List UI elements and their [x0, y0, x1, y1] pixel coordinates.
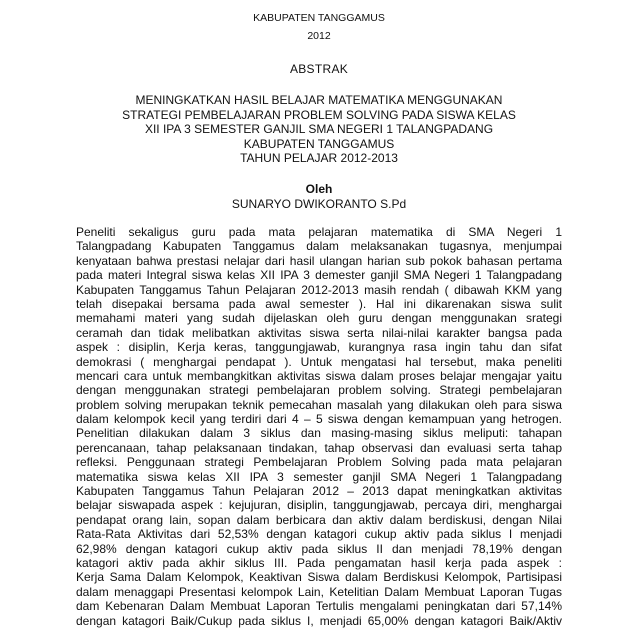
body-line: refleksi. Penggunaan strategi Pembelajaran Problem Solving pada mata pelajaran: [76, 455, 562, 470]
body-line: problem solving merupakan teknik pemecahan masalah yang dilakukan oleh para siswa: [76, 397, 562, 412]
body-line: perencanaan, tahap pelaksanaan tindakan, tahap observasi dan evaluasi serta tahap: [76, 440, 562, 455]
header-region: KABUPATEN TANGGAMUS: [253, 12, 385, 24]
thesis-title: [0, 93, 638, 166]
body-line: belajar siswapada aspek : kejujuran, disiplin, tanggungjawab, percaya diri, menghargai: [76, 498, 562, 513]
body-line: dalam menaggapi Presentasi kelompok Lain, Ketelitian Dalam Membuat Laporan Tugas: [76, 584, 562, 599]
title-line: TAHUN PELAJAR 2012-2013: [240, 151, 398, 165]
body-line: kenyataan bahwa prestasi nelajar dari hasil ulangan harian sub pokok bahasan pertama: [76, 253, 562, 268]
body-line: mencari cara untuk membangkitkan aktivitas siswa dalam proses belajar mengajar yaitu: [76, 368, 562, 383]
body-line: dam Kebenaran Dalam Membuat Laporan Tertulis mengalami peningkatan dari 57,14%: [76, 599, 562, 614]
body-line: demokrasi ( menghargai pendapat ). Untuk mengatasi hal tersebut, maka peneliti: [76, 354, 562, 369]
abstract-body: [76, 225, 562, 628]
author-name: SUNARYO DWIKORANTO S.Pd: [231, 197, 407, 211]
body-line: aspek : disiplin, Kerja keras, tanggungjawab, kurangnya rasa ingin tahu dan sifat: [76, 340, 562, 355]
body-line: Peneliti sekaligus guru pada mata pelajaran matematika di SMA Negeri 1: [76, 225, 562, 239]
body-line: katagori aktiv pada akhir siklus III. Pada pengamatan hasil kerja pada aspek :: [76, 555, 562, 570]
title-line: KABUPATEN TANGGAMUS: [243, 136, 395, 151]
title-line: XII IPA 3 SEMESTER GANJIL SMA NEGERI 1 TALANGPADANG: [144, 122, 494, 136]
body-line: pendapat orang lain, sopan dalam berbicara dan aktiv dalam berdiskusi, dengan Nilai: [76, 512, 562, 527]
header-year: 2012: [307, 30, 331, 42]
body-line: Penelitian dilakukan dalam 3 siklus dan masing-masing siklus meliputi: tahapan: [76, 426, 562, 441]
body-line: dalam kelompok kecil yang terdiri dari 4 – 5 siswa dengan kemampuan yang hetrogen.: [76, 412, 562, 427]
body-line: Rata-Rata Aktivitas dari 52,53% dengan katagori cukup aktiv pada siklus I menjadi: [76, 527, 562, 542]
body-line: memahami materi yang sudah dijelaskan oleh guru dengan menggunakan srategi: [76, 311, 562, 326]
body-line: 62,98% dengan katagori cukup aktiv pada siklus II dan menjadi 78,19% dengan: [76, 541, 562, 556]
title-line: MENINGKATKAN HASIL BELAJAR MATEMATIKA MENGGUNAKAN: [135, 93, 503, 107]
body-line: dengan menggunakan strategi pembelajaran problem solving. Strategi pembelajaran: [76, 383, 562, 398]
body-line: Kabupaten Tanggamus Tahun Pelajaran 2012 – 2013 dapat meningkatkan aktivitas: [76, 484, 562, 499]
body-line: Talangpadang Kabupaten Tanggamus dalam melaksanakan tugasnya, menjumpai: [76, 239, 562, 254]
body-line: telah disepakai bersama pada awal semester ). Hal ini dikarenakan siswa sulit: [76, 296, 562, 311]
body-line: matematika siswa kelas XII IPA 3 semester ganjil SMA Negeri 1 Talangpadang: [76, 469, 562, 484]
body-line: dengan katagori Baik/Cukup pada siklus I, menjadi 65,00% dengan katagori Baik/Aktiv: [76, 613, 562, 628]
body-line: ceramah dan tidak melibatkan aktivitas siswa serta nilai-nilai karakter bangsa pada: [76, 325, 562, 340]
body-line: Kerja Sama Dalam Kelompok, Keaktivan Siswa dalam Berdiskusi Kelompok, Partisipasi: [76, 570, 562, 585]
body-line: pada materi Integral siswa kelas XII IPA 3 demester ganjil SMA Negeri 1 Talangpadang: [76, 268, 562, 283]
abstract-heading: ABSTRAK: [289, 62, 349, 76]
byline-label: Oleh: [305, 182, 333, 196]
title-line: STRATEGI PEMBELAJARAN PROBLEM SOLVING PADA SISWA KELAS: [122, 107, 516, 122]
body-line: Kabupaten Tanggamus Tahun Pelajaran 2012-2013 masih rendah ( dibawah KKM yang: [76, 282, 562, 297]
